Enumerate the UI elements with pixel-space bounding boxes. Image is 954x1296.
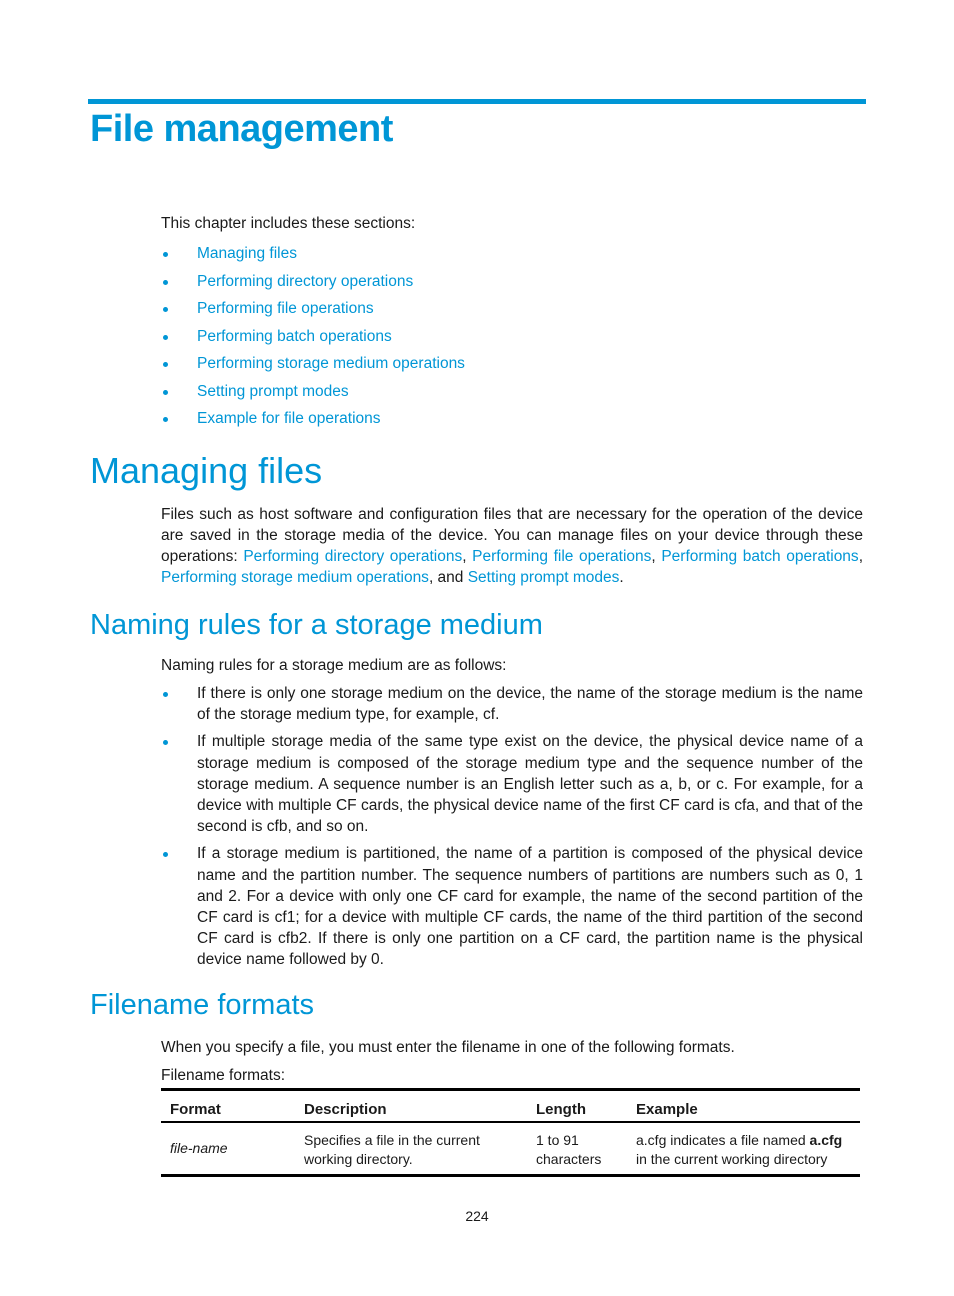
link-directory-operations[interactable]: Performing directory operations — [243, 548, 463, 565]
example-text-end: in the current working directory — [636, 1151, 828, 1167]
para-text: Files such as host software and configuration files that are necessary for the operation of the device are saved in the storage media of the device. You can manage files on your device through these operations: — [161, 506, 863, 565]
example-filename: a.cfg — [809, 1132, 843, 1148]
example-text: a.cfg indicates a file named — [636, 1132, 810, 1148]
separator: , — [462, 548, 473, 565]
separator: , — [651, 548, 662, 565]
toc-link-file-operations[interactable]: Performing file operations — [161, 295, 465, 323]
column-header-example: Example — [627, 1090, 860, 1123]
toc-link-managing-files[interactable]: Managing files — [161, 240, 465, 268]
toc-link-directory-operations[interactable]: Performing directory operations — [161, 268, 465, 296]
toc-link-prompt-modes[interactable]: Setting prompt modes — [161, 378, 465, 406]
toc-link-batch-operations[interactable]: Performing batch operations — [161, 323, 465, 351]
table-caption: Filename formats: — [161, 1067, 286, 1084]
heading-filename-formats: Filename formats — [90, 989, 315, 1021]
section-list — [161, 240, 465, 433]
link-storage-medium-operations[interactable]: Performing storage medium operations — [161, 569, 429, 586]
heading-managing-files: Managing files — [90, 450, 323, 491]
list-item: If there is only one storage medium on the device, the name of the storage medium is the name of the storage medium type, for example, cf. — [161, 683, 863, 725]
cell-length: 1 to 91 characters — [527, 1122, 627, 1176]
naming-rules-list — [161, 683, 863, 977]
column-header-format: Format — [161, 1090, 295, 1123]
column-header-description: Description — [295, 1090, 527, 1123]
link-prompt-modes[interactable]: Setting prompt modes — [467, 569, 620, 586]
cell-description: Specifies a file in the current working directory. — [295, 1122, 527, 1176]
chapter-rule — [88, 99, 866, 104]
separator: , and — [428, 569, 468, 586]
list-item: If multiple storage media of the same type exist on the device, the physical device name of a storage medium is composed of the storage medium type and the sequence number of the storage medium. A sequence number is an English letter such as a, b, or c. For example, for a device with multiple CF cards, the physical device name of the first CF card is cfa, and that of the second is cfb, and so on. — [161, 731, 863, 837]
cell-format: file-name — [161, 1122, 295, 1176]
toc-link-example-file-operations[interactable]: Example for file operations — [161, 405, 465, 433]
chapter-intro: This chapter includes these sections: — [161, 215, 416, 232]
separator: , — [858, 548, 863, 565]
column-header-length: Length — [527, 1090, 627, 1123]
toc-link-storage-medium-operations[interactable]: Performing storage medium operations — [161, 350, 465, 378]
page-number: 224 — [465, 1208, 489, 1224]
filename-formats-intro: When you specify a file, you must enter the filename in one of the following formats. — [161, 1039, 735, 1056]
para-end: . — [619, 569, 624, 586]
chapter-title: File management — [90, 108, 393, 150]
heading-naming-rules: Naming rules for a storage medium — [90, 609, 543, 641]
cell-example — [627, 1122, 860, 1176]
filename-formats-table — [161, 1088, 860, 1177]
managing-files-paragraph — [161, 504, 863, 588]
table-header-row — [161, 1090, 860, 1123]
link-file-operations[interactable]: Performing file operations — [472, 548, 652, 565]
naming-rules-intro: Naming rules for a storage medium are as follows: — [161, 657, 507, 674]
link-batch-operations[interactable]: Performing batch operations — [661, 548, 859, 565]
list-item: If a storage medium is partitioned, the name of a partition is composed of the physical device name and the partition number. The sequence numbers of partitions are numbers such as 0, 1 and 2. For a device with only one CF card for example, the name of the second partition of the CF card is cf1; for a device with multiple CF cards, the name of the third partition of the second CF card is cfb2. If there is only one partition on a CF card, the partition name is the physical device name followed by 0. — [161, 843, 863, 970]
table-row — [161, 1122, 860, 1176]
